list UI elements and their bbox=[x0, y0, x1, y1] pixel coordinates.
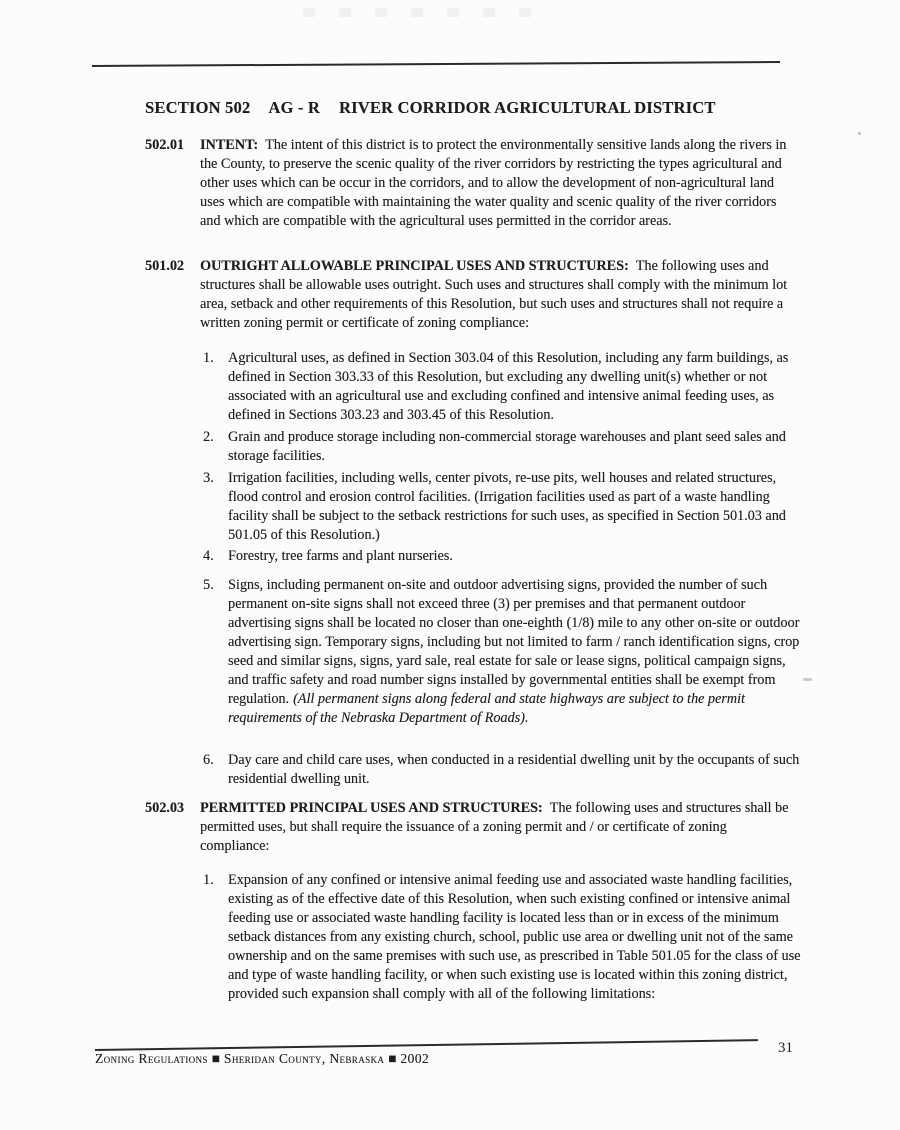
binding-mark bbox=[519, 8, 531, 17]
section-number: 502.03 bbox=[145, 800, 185, 816]
item-text: Irrigation facilities, including wells, center pivots, re-use pits, well houses and related structures, flood control and erosion control facilities. (Irrigation facilities used as part of a waste handling facility shall be subject to the setback restrictions for such uses, as specified in Section 501.03 and 501.05 of this Resolution.) bbox=[228, 470, 786, 543]
section-title: INTENT: bbox=[200, 137, 259, 153]
item-number: 1. bbox=[203, 350, 214, 366]
section-paragraph bbox=[200, 799, 792, 856]
footer-rule bbox=[95, 1039, 758, 1051]
binding-mark bbox=[375, 8, 387, 17]
item-text-italic-note: (All permanent signs along federal and state highways are subject to the permit requirements of the Nebraska Department of Roads). bbox=[228, 691, 745, 726]
list-item-3 bbox=[203, 469, 803, 545]
item-text: Grain and produce storage including non-commercial storage warehouses and plant seed sales and storage facilities. bbox=[228, 429, 786, 464]
item-number: 5. bbox=[203, 577, 214, 593]
item-text: Day care and child care uses, when conducted in a residential dwelling unit by the occupants of such residential dwelling unit. bbox=[228, 752, 800, 787]
item-number: 2. bbox=[203, 429, 214, 445]
item-text: Forestry, tree farms and plant nurseries. bbox=[228, 548, 453, 564]
section-body-text: The following uses and structures shall be allowable uses outright. Such uses and structures shall comply with the minimum lot area, setback and other requirements of this Resolution, but such uses and structures shall not require a written zoning permit or certificate of zoning compliance: bbox=[200, 258, 788, 331]
district-code: AG - R bbox=[268, 98, 320, 117]
footer-text: Zoning Regulations ■ Sheridan County, Nebraska ■ 2002 bbox=[95, 1051, 430, 1066]
section-502-03 bbox=[145, 799, 792, 856]
item-number: 6. bbox=[203, 752, 214, 768]
section-502-01 bbox=[145, 136, 792, 231]
list-item-1 bbox=[203, 349, 803, 425]
section-number: 501.02 bbox=[145, 258, 185, 274]
section-number: 502.01 bbox=[145, 137, 185, 153]
district-name: RIVER CORRIDOR AGRICULTURAL DISTRICT bbox=[338, 98, 716, 117]
item-text-regular: Signs, including permanent on-site and outdoor advertising signs, provided the number of such permanent on-site signs shall not exceed three (3) per premises and that permanent outdoor advertising signs shall be located no closer than one-eighth (1/8) mile to any other on-site or outdoor advertising sign. Temporary signs, including but not limited to farm / ranch identification signs, crop seed and similar signs, signs, yard sale, real estate for sale or lease signs, political campaign signs, and traffic safety and road number signs installed by governmental entities shall be exempt from regulation. bbox=[228, 577, 800, 707]
scan-artifact bbox=[803, 678, 812, 681]
scan-artifact bbox=[858, 132, 861, 135]
page-number: 31 bbox=[778, 1040, 793, 1056]
item-number: 1. bbox=[203, 872, 214, 888]
section-title: PERMITTED PRINCIPAL USES AND STRUCTURES: bbox=[200, 800, 543, 816]
header-rule bbox=[92, 61, 780, 67]
section-body-text: The following uses and structures shall be permitted uses, but shall require the issuance of a zoning permit and / or certificate of zoning compliance: bbox=[200, 800, 789, 854]
binding-mark bbox=[339, 8, 351, 17]
item-text: Agricultural uses, as defined in Section 303.04 of this Resolution, including any farm buildings, as defined in Section 303.33 of this Resolution, but excluding any dwelling unit(s) whether or not associated with an agricultural use and excluding confined and intensive animal feeding uses, as defined in Sections 303.23 and 303.45 of this Resolution. bbox=[228, 350, 789, 423]
binding-marks bbox=[303, 8, 531, 17]
item-number: 3. bbox=[203, 470, 214, 486]
list-item-5 bbox=[203, 576, 803, 728]
page-title bbox=[145, 98, 716, 118]
binding-mark bbox=[411, 8, 423, 17]
list-item-1-permitted bbox=[203, 871, 803, 1004]
section-label: SECTION 502 bbox=[145, 98, 251, 117]
list-item-4 bbox=[203, 547, 803, 566]
section-title: OUTRIGHT ALLOWABLE PRINCIPAL USES AND STRUCTURES: bbox=[200, 258, 629, 274]
item-text: Expansion of any confined or intensive animal feeding use and associated waste handling facilities, existing as of the effective date of this Resolution, when such existing confined or intensive animal feeding use or associated waste handling facility is located less than or in excess of the minimum setback distances from any existing church, school, public use area or dwelling unit not of the same ownership and on the same premises with such use, as prescribed in Table 501.05 for the class of use and type of waste handling facility, or when such existing use is located within this zoning district, provided such expansion shall comply with all of the following limitations: bbox=[228, 872, 801, 1002]
binding-mark bbox=[303, 8, 315, 17]
binding-mark bbox=[447, 8, 459, 17]
section-paragraph bbox=[200, 257, 792, 333]
binding-mark bbox=[483, 8, 495, 17]
item-number: 4. bbox=[203, 548, 214, 564]
section-501-02 bbox=[145, 257, 792, 333]
section-body-text: The intent of this district is to protect the environmentally sensitive lands along the rivers in the County, to preserve the scenic quality of the river corridors by restricting the types agricultural and other uses which can be occur in the corridors, and to allow the development of non-agricultural land uses which are compatible with maintaining the water quality and scenic quality of the river corridors and which are compatible with the agricultural uses permitted in the corridor areas. bbox=[200, 137, 787, 229]
list-item-6 bbox=[203, 751, 803, 789]
section-paragraph bbox=[200, 136, 792, 231]
list-item-2 bbox=[203, 428, 803, 466]
item-text bbox=[228, 576, 803, 728]
